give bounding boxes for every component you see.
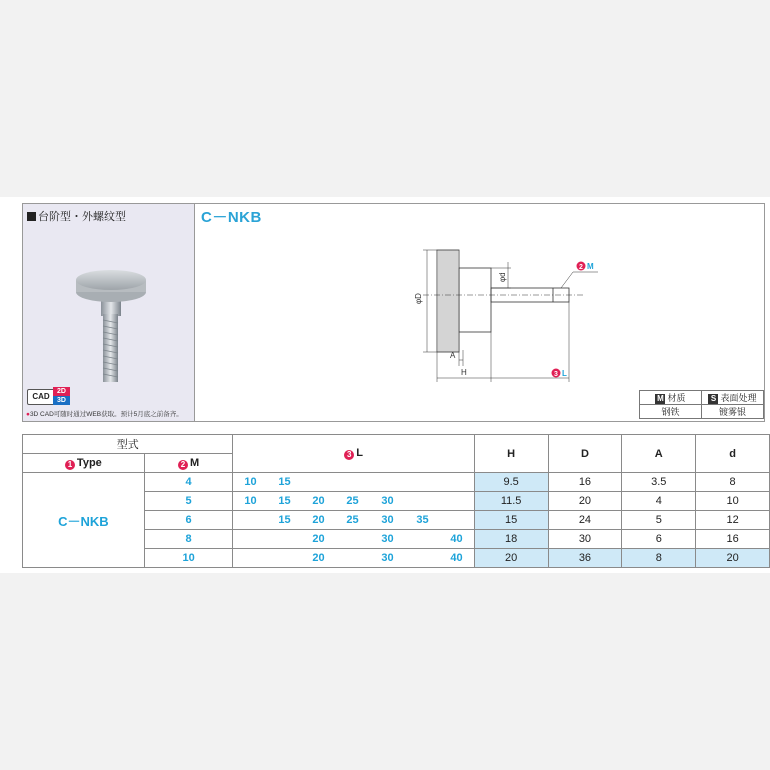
cad-label: CAD <box>27 389 55 405</box>
l-value: 20 <box>312 495 325 507</box>
knurled-screw-image <box>23 204 194 384</box>
product-image-box <box>23 204 195 421</box>
D-value: 16 <box>548 473 622 492</box>
m-value: 6 <box>144 511 233 530</box>
phi-D-label: φD <box>414 293 423 304</box>
table-row <box>23 473 770 492</box>
m-header: 2 M <box>144 454 233 473</box>
l-values <box>233 473 474 492</box>
l-values <box>233 530 474 549</box>
spec-table <box>22 434 770 568</box>
m-label: M <box>587 262 594 271</box>
m-value: 8 <box>144 530 233 549</box>
l-value: 40 <box>450 552 463 564</box>
A-value: 4 <box>622 492 696 511</box>
l-values <box>233 511 474 530</box>
D-value: 30 <box>548 530 622 549</box>
l-value: 10 <box>244 495 257 507</box>
l-value: 25 <box>346 495 359 507</box>
product-title: C－NKB <box>201 209 262 226</box>
l-num-label: 3 <box>554 371 558 378</box>
l-value: 30 <box>381 495 394 507</box>
l-value: 15 <box>278 495 291 507</box>
l-value: 10 <box>244 476 257 488</box>
l-values <box>233 549 474 568</box>
m-value: 10 <box>144 549 233 568</box>
phi-d-label: φd <box>498 272 507 282</box>
cad-2d-label: 2D <box>53 387 70 396</box>
d-value: 12 <box>696 511 770 530</box>
l-value: 25 <box>346 514 359 526</box>
l-value: 20 <box>312 552 325 564</box>
l-value: 30 <box>381 533 394 545</box>
cad-note: ●3D CAD可随时通过WEB获取。预计5月底之前备齐。 <box>26 411 183 418</box>
material-header: M 材质 <box>640 391 702 405</box>
small-d-header: d <box>696 435 770 473</box>
product-subtitle: 台阶型・外螺纹型 <box>27 208 126 224</box>
l-values <box>233 492 474 511</box>
d-value: 10 <box>696 492 770 511</box>
d-header: D <box>548 435 622 473</box>
type-header: 1 Type <box>23 454 145 473</box>
m-num-label: 2 <box>579 264 583 271</box>
h-value: 18 <box>474 530 548 549</box>
h-value: 15 <box>474 511 548 530</box>
h-header: H <box>474 435 548 473</box>
d-value: 16 <box>696 530 770 549</box>
m-value: 5 <box>144 492 233 511</box>
type-value: C－NKB <box>23 473 145 568</box>
l-value: 15 <box>278 476 291 488</box>
A-value: 8 <box>622 549 696 568</box>
a-header: A <box>622 435 696 473</box>
l-value: 35 <box>416 514 429 526</box>
material-table <box>639 390 764 419</box>
l-value: 20 <box>312 514 325 526</box>
d-value: 8 <box>696 473 770 492</box>
D-value: 20 <box>548 492 622 511</box>
l-label: L <box>562 369 567 378</box>
A-value: 3.5 <box>622 473 696 492</box>
product-panel <box>22 203 765 422</box>
l-header: 3 L <box>233 435 474 473</box>
l-value: 20 <box>312 533 325 545</box>
m-value: 4 <box>144 473 233 492</box>
material-value: 钢铁 <box>640 405 702 419</box>
D-value: 24 <box>548 511 622 530</box>
surface-header: S 表面处理 <box>702 391 764 405</box>
d-value: 20 <box>696 549 770 568</box>
l-value: 30 <box>381 514 394 526</box>
D-value: 36 <box>548 549 622 568</box>
A-value: 5 <box>622 511 696 530</box>
catalog-sheet <box>0 197 770 573</box>
h-value: 11.5 <box>474 492 548 511</box>
a-label: A <box>450 351 456 360</box>
l-value: 40 <box>450 533 463 545</box>
h-value: 20 <box>474 549 548 568</box>
dimension-drawing <box>393 244 603 384</box>
cad-3d-label: 3D <box>53 396 70 405</box>
surface-value: 镀雾银 <box>702 405 764 419</box>
h-label: H <box>461 368 467 377</box>
group-header: 型式 <box>23 435 233 454</box>
l-value: 15 <box>278 514 291 526</box>
h-value: 9.5 <box>474 473 548 492</box>
A-value: 6 <box>622 530 696 549</box>
l-value: 30 <box>381 552 394 564</box>
